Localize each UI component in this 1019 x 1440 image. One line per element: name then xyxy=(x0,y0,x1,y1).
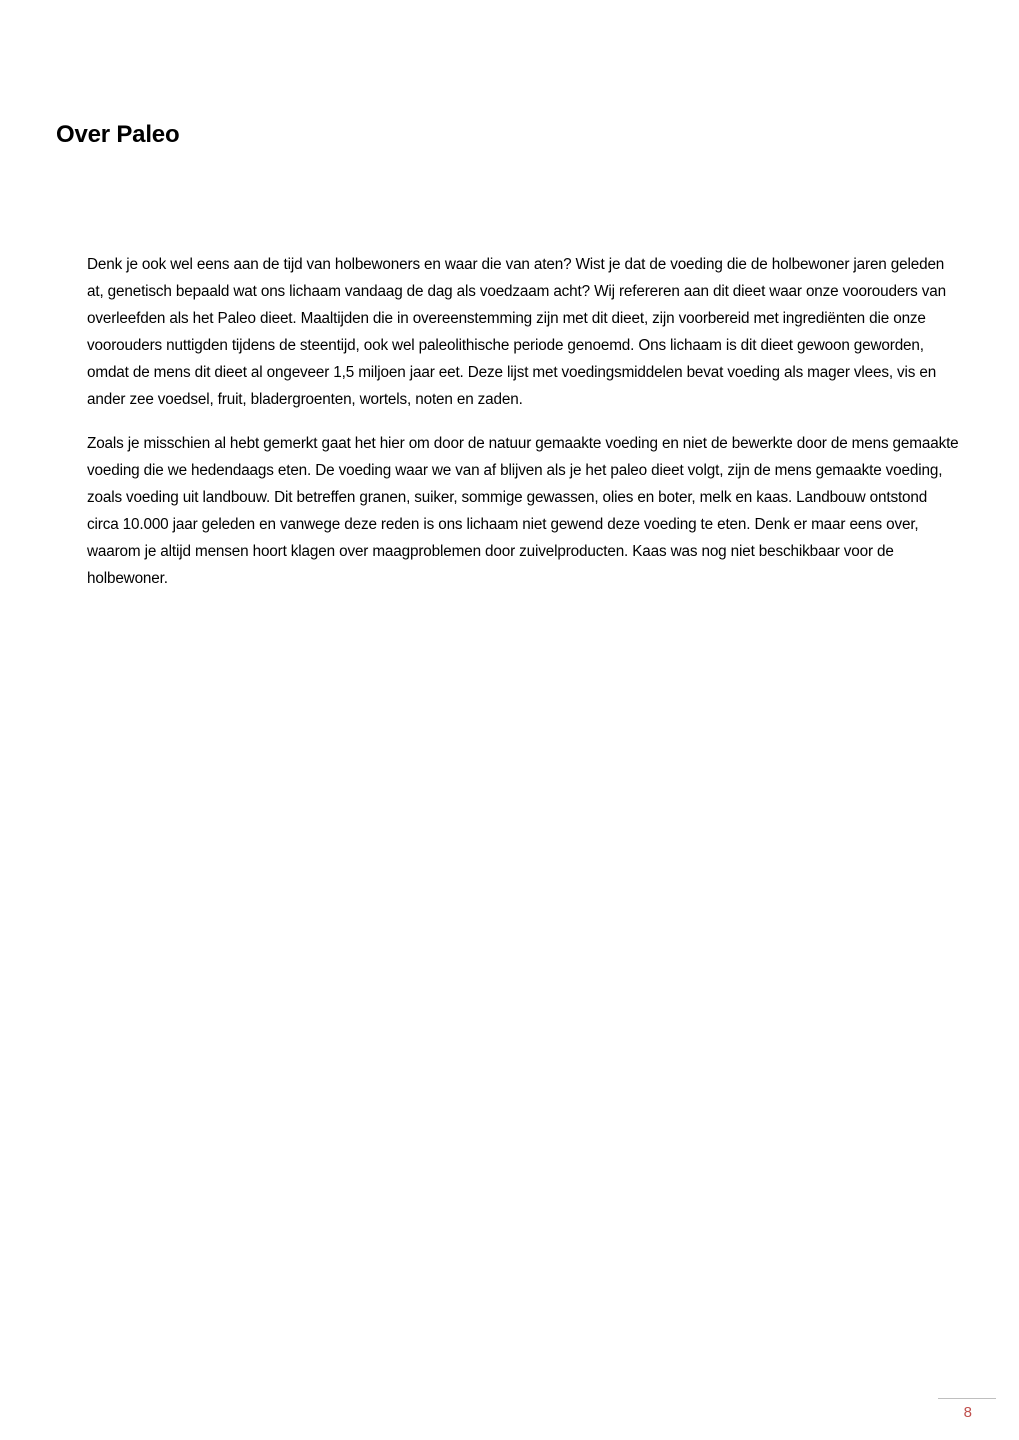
page-number: 8 xyxy=(963,1404,972,1421)
paragraph-intro: Denk je ook wel eens aan de tijd van holbewoners en waar die van aten? Wist je dat de voeding die de holbewoner jaren geleden at, genetisch bepaald wat ons lichaam vandaag de dag als voedzaam acht? Wij refereren aan dit dieet waar onze voorouders van overleefden als het Paleo dieet. Maaltijden die in overeenstemming zijn met dit dieet, zijn voorbereid met ingrediënten die onze voorouders nuttigden tijdens de steentijd, ook wel paleolithische periode genoemd. Ons lichaam is dit dieet gewoon geworden, omdat de mens dit dieet al ongeveer 1,5 miljoen jaar eet. Deze lijst met voedingsmiddelen bevat voeding als mager vlees, vis en ander zee voedsel, fruit, bladergroenten, wortels, noten en zaden. xyxy=(87,256,946,408)
body-text xyxy=(87,251,959,609)
paragraph-natural-food: Zoals je misschien al hebt gemerkt gaat het hier om door de natuur gemaakte voeding en niet de bewerkte door de mens gemaakte voeding die we hedendaags eten. De voeding waar we van af blijven als je het paleo dieet volgt, zijn de mens gemaakte voeding, zoals voeding uit landbouw. Dit betreffen granen, suiker, sommige gewassen, olies en boter, melk en kaas. Landbouw ontstond circa 10.000 jaar geleden en vanwege deze reden is ons lichaam niet gewend deze voeding te eten. Denk er maar eens over, waarom je altijd mensen hoort klagen over maagproblemen door zuivelproducten. Kaas was nog niet beschikbaar voor de holbewoner. xyxy=(87,435,959,587)
page-title: Over Paleo xyxy=(56,121,180,148)
footer-divider xyxy=(938,1398,996,1399)
